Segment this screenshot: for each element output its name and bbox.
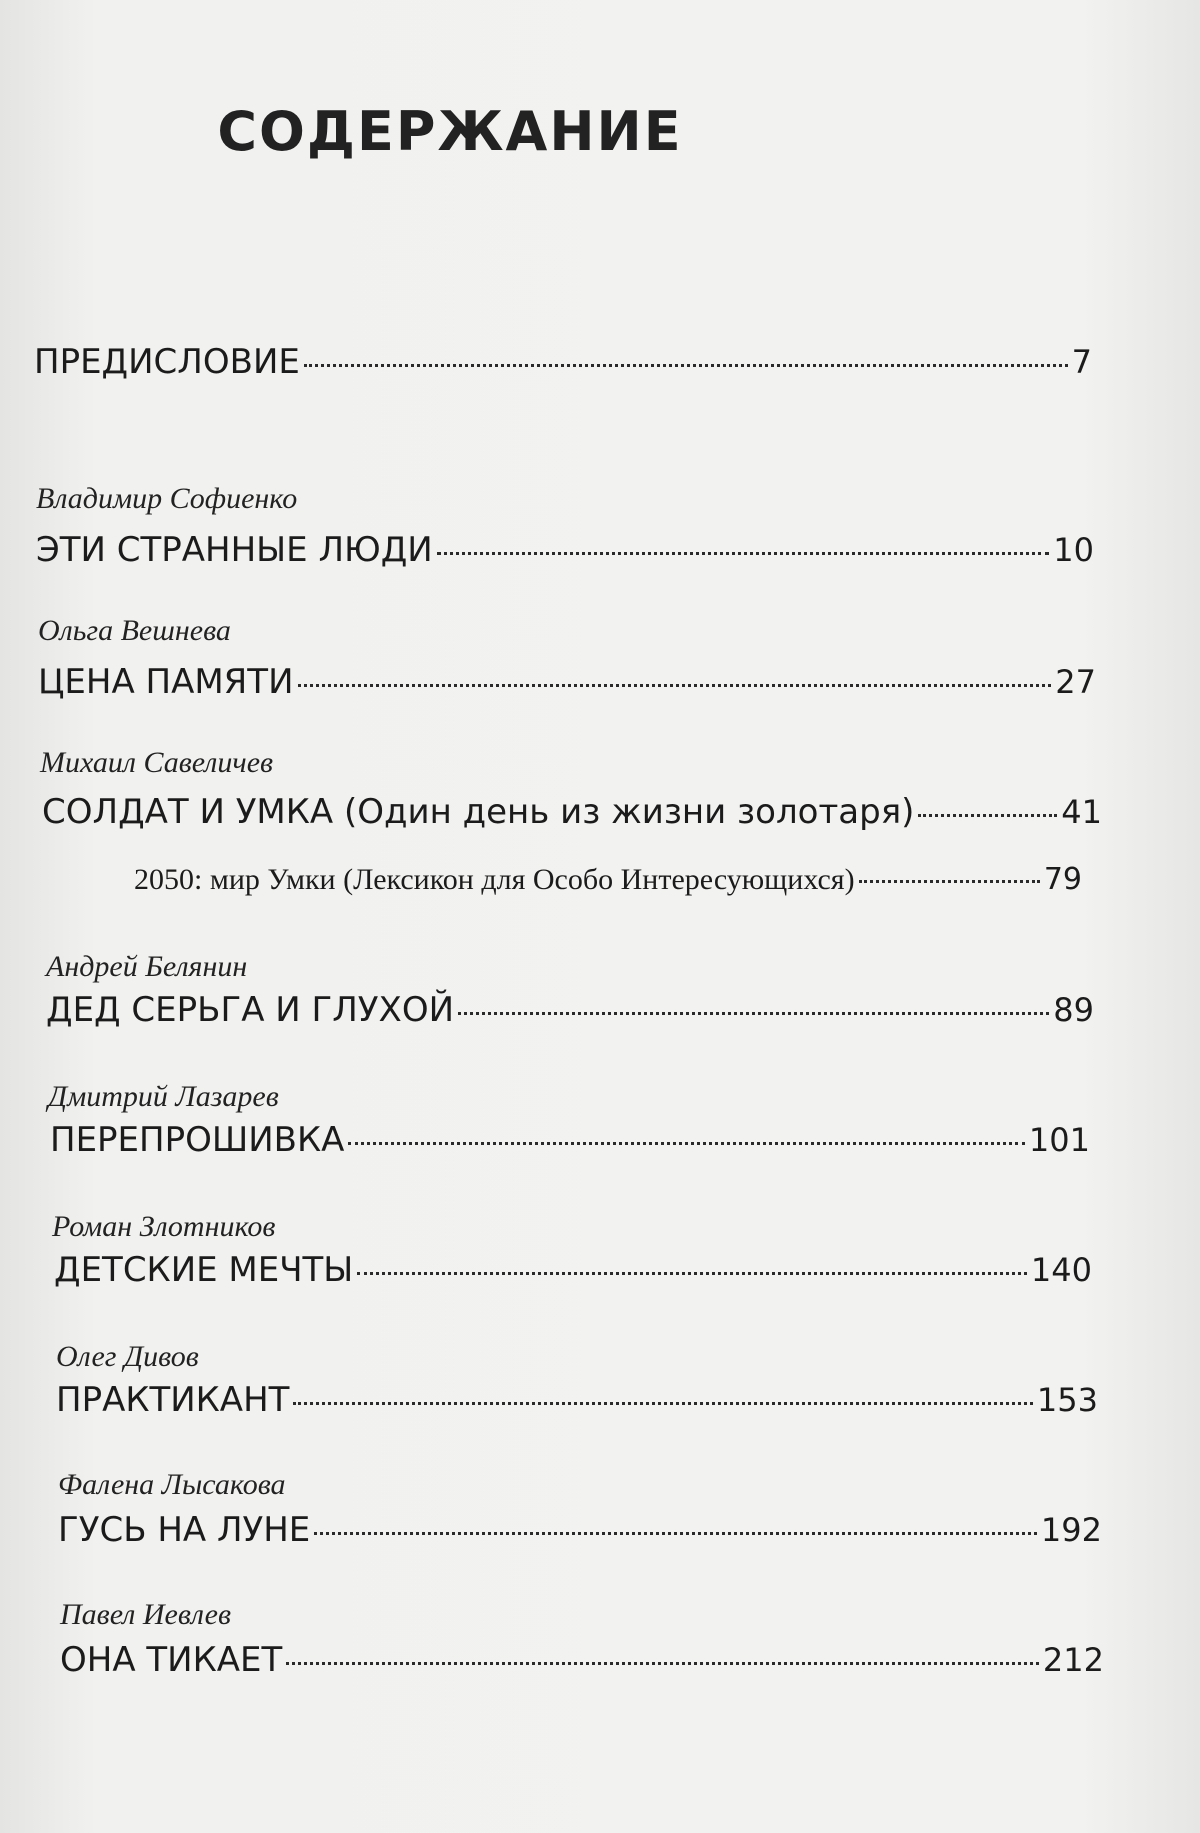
toc-entry-preface xyxy=(34,342,1092,382)
entry-author: Михаил Савеличев xyxy=(40,746,274,779)
entry-page-number: 7 xyxy=(1071,343,1092,381)
toc-entry xyxy=(46,990,1094,1030)
entry-title: ЭТИ СТРАННЫЕ ЛЮДИ xyxy=(36,530,433,570)
entry-title: ЦЕНА ПАМЯТИ xyxy=(38,662,294,702)
entry-title: ДЕТСКИЕ МЕЧТЫ xyxy=(54,1250,354,1290)
entry-title: ДЕД СЕРЬГА И ГЛУХОЙ xyxy=(46,990,455,1030)
entry-author: Фалена Лысакова xyxy=(58,1468,286,1501)
toc-entry xyxy=(56,1380,1098,1420)
entry-author: Роман Злотников xyxy=(52,1210,276,1243)
dot-leader xyxy=(314,1532,1037,1535)
entry-title: ПЕРЕПРОШИВКА xyxy=(50,1120,345,1160)
entry-title: СОЛДАТ И УМКА (Один день из жизни золотаря) xyxy=(42,792,915,832)
entry-page-number: 89 xyxy=(1053,991,1094,1029)
entry-page-number: 27 xyxy=(1055,663,1096,701)
entry-page-number: 10 xyxy=(1053,531,1094,569)
entry-author: Ольга Вешнева xyxy=(38,614,231,647)
dot-leader xyxy=(293,1402,1033,1405)
dot-leader xyxy=(458,1012,1049,1015)
dot-leader xyxy=(918,814,1057,817)
entry-author: Андрей Белянин xyxy=(46,950,248,983)
dot-leader xyxy=(348,1142,1025,1145)
entry-author: Владимир Софиенко xyxy=(36,482,298,515)
toc-entry xyxy=(36,530,1094,570)
entry-title: ПРЕДИСЛОВИЕ xyxy=(34,342,300,382)
entry-page-number: 41 xyxy=(1061,793,1102,831)
dot-leader xyxy=(357,1272,1027,1275)
entry-page-number: 192 xyxy=(1040,1511,1102,1549)
dot-leader xyxy=(298,684,1052,687)
dot-leader xyxy=(437,552,1050,555)
entry-page-number: 212 xyxy=(1042,1641,1104,1679)
toc-subentry xyxy=(134,862,1082,897)
entry-author: Дмитрий Лазарев xyxy=(48,1080,279,1113)
entry-title: ГУСЬ НА ЛУНЕ xyxy=(58,1510,311,1550)
toc-entry xyxy=(54,1250,1092,1290)
entry-page-number: 79 xyxy=(1043,862,1082,897)
toc-entry xyxy=(60,1640,1104,1680)
dot-leader xyxy=(304,364,1068,367)
entry-author: Олег Дивов xyxy=(56,1340,199,1373)
entry-title: ПРАКТИКАНТ xyxy=(56,1380,290,1420)
contents-heading: СОДЕРЖАНИЕ xyxy=(217,100,683,163)
entry-page-number: 101 xyxy=(1028,1121,1090,1159)
entry-title: 2050: мир Умки (Лексикон для Особо Интересующихся) xyxy=(134,863,855,896)
dot-leader xyxy=(286,1662,1039,1665)
entry-page-number: 140 xyxy=(1030,1251,1092,1289)
entry-title: ОНА ТИКАЕТ xyxy=(60,1640,283,1680)
toc-entry xyxy=(42,792,1102,832)
toc-entry xyxy=(58,1510,1102,1550)
entry-page-number: 153 xyxy=(1036,1381,1098,1419)
toc-entry xyxy=(50,1120,1090,1160)
dot-leader xyxy=(859,880,1040,883)
entry-author: Павел Иевлев xyxy=(60,1598,232,1631)
toc-entry xyxy=(38,662,1096,702)
